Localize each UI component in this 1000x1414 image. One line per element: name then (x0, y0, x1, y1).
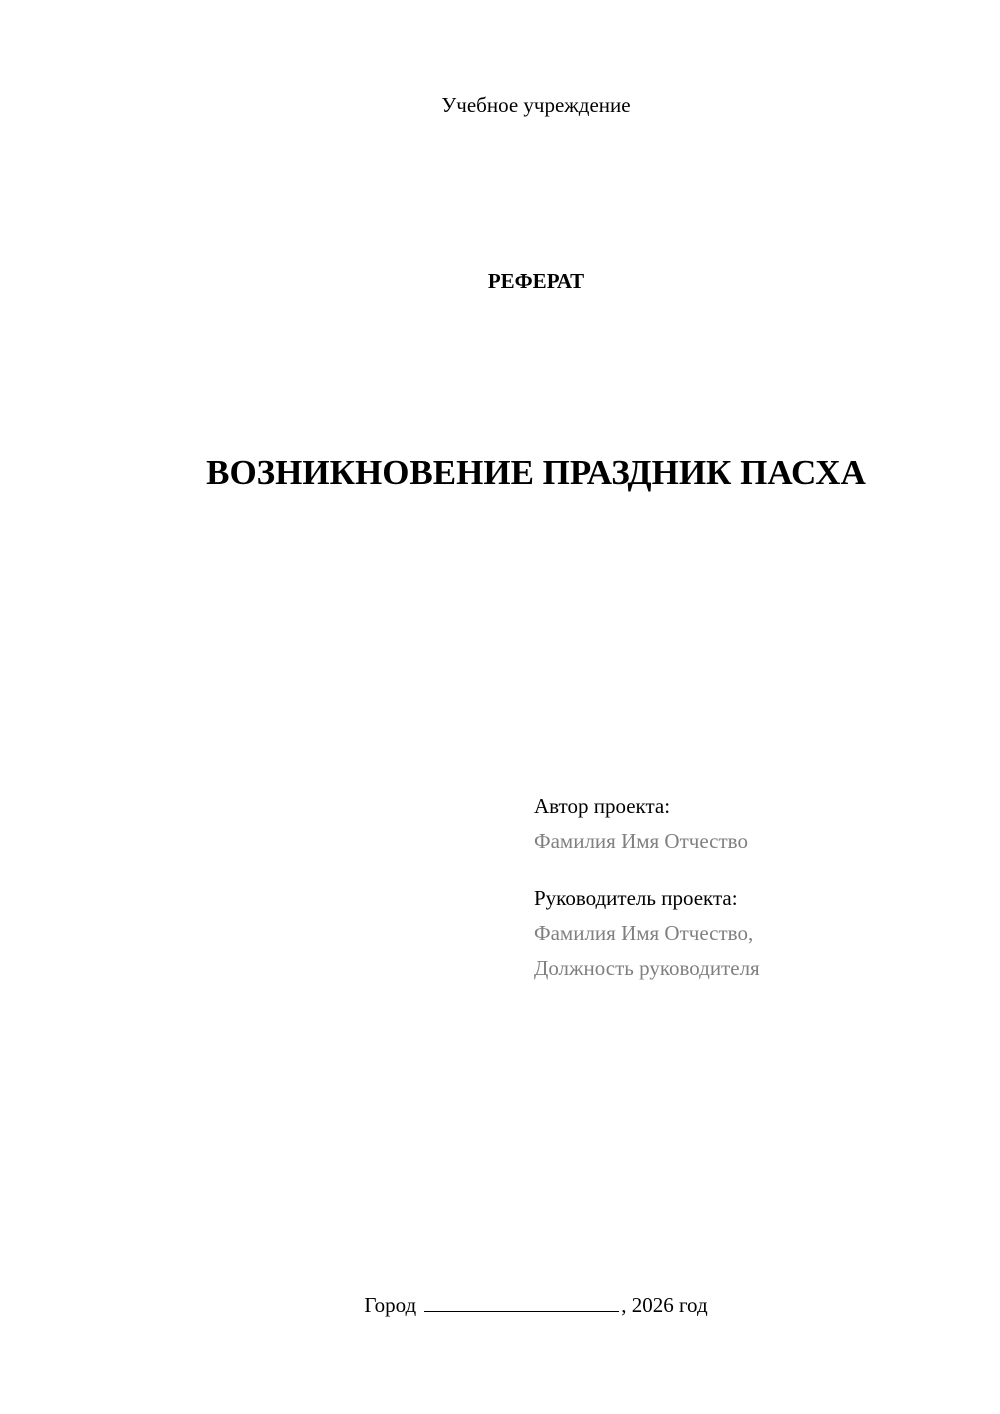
city-blank-line (424, 1291, 619, 1312)
institution-name: Учебное учреждение (441, 93, 631, 117)
author-label: Автор проекта: (534, 794, 671, 818)
supervisor-position: Должность руководителя (534, 956, 760, 980)
supervisor-name: Фамилия Имя Отчество, (534, 921, 754, 945)
city-label: Город (364, 1293, 417, 1317)
project-info-block (534, 789, 974, 986)
document-title: ВОЗНИКНОВЕНИЕ ПРАЗДНИК ПАСХА (206, 453, 866, 492)
spacer (534, 859, 974, 881)
document-type: РЕФЕРАТ (487, 269, 585, 293)
year-text: , 2026 год (621, 1293, 708, 1317)
author-name: Фамилия Имя Отчество (534, 829, 748, 853)
footer-city-year (0, 1291, 1000, 1318)
supervisor-label: Руководитель проекта: (534, 886, 738, 910)
